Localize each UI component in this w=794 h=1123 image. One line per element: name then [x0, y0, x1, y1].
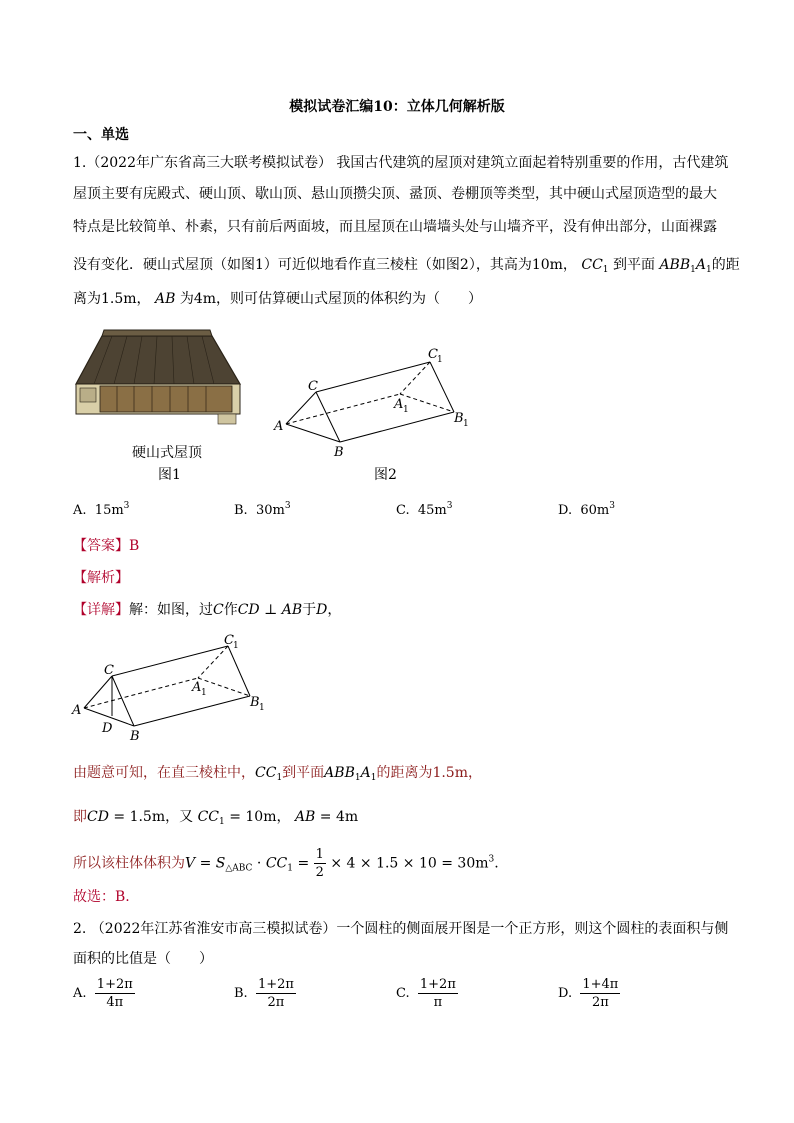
q1-line2: 屋顶主要有庑殿式、硬山顶、歇山顶、悬山顶攒尖顶、盝顶、卷棚顶等类型，其中硬山式屋顶造型的最大	[73, 186, 717, 202]
page-title: 模拟试卷汇编10：立体几何解析版	[289, 99, 505, 115]
svg-text:1: 1	[437, 355, 443, 365]
section-heading: 一、单选	[73, 127, 129, 143]
q1-line1: 1.（2022年广东省高三大联考模拟试卷） 我国古代建筑的屋顶对建筑立面起着特别重要的作用，古代建筑	[73, 155, 729, 171]
label-C: C	[308, 379, 318, 394]
q2-line2: 面积的比值是（ ）	[73, 951, 213, 967]
analysis-heading: 【解析】	[73, 570, 129, 586]
label-A: A	[274, 419, 284, 434]
q1-option-c: C. $45m^3$	[396, 501, 453, 518]
solution-step2: 即CD = 1.5m，又 $CC_1 = 10m$， AB = 4m	[73, 809, 359, 827]
figure1-label: 图1	[158, 467, 181, 483]
solution-prism-diagram	[70, 628, 280, 746]
figure2-label: 图2	[374, 467, 397, 483]
q1-line5: 离为1.5m， AB 为4m，则可估算硬山式屋顶的体积约为（ ）	[73, 291, 483, 307]
figure1-caption: 硬山式屋顶	[132, 445, 202, 461]
figure1-house-image	[72, 322, 252, 432]
label-B1: B	[454, 411, 464, 426]
sol-label-A: A	[72, 703, 82, 718]
q2-option-b: B. $\frac{1+2\pi}{2\pi}$	[234, 977, 294, 1010]
answer-line: 【答案】B	[73, 538, 140, 554]
q2-option-d: D. $\frac{1+4\pi}{2\pi}$	[558, 977, 619, 1010]
sol-label-C1: C	[224, 633, 234, 648]
q1-option-d: D. $60m^3$	[558, 501, 615, 518]
q1-option-a: A. $15m^3$	[73, 501, 130, 518]
q1-line3: 特点是比较简单、朴素，只有前后两面坡，而且屋顶在山墙墙头处与山墙齐平，没有伸出部分，山面裸露	[73, 219, 717, 235]
solution-step3: 所以该柱体体积为$V = S_{\triangle ABC} \cdot CC_1$ = $\frac{1}{2}$ × $4 \times 1.5 \times 10 = 30m^3$.	[73, 847, 499, 880]
solution-step1: 由题意可知，在直三棱柱中，$CC_1$到平面$ABB_1A_1$的距离为1.5m，	[73, 765, 482, 783]
sol-label-B: B	[130, 729, 140, 744]
svg-text:1: 1	[463, 419, 469, 429]
q2-line1: 2. （2022年江苏省淮安市高三模拟试卷）一个圆柱的侧面展开图是一个正方形，则这个圆柱的表面积与侧	[73, 921, 729, 937]
q2-option-a: A. $\frac{1+2\pi}{4\pi}$	[73, 977, 133, 1010]
figure2-prism-diagram	[270, 342, 480, 462]
q1-option-b: B. $30m^3$	[234, 501, 291, 518]
sol-label-C: C	[104, 663, 114, 678]
detail-line: 【详解】解：如图，过C作CD ⊥ AB于D，	[73, 602, 342, 618]
q2-option-c: C. $\frac{1+2\pi}{\pi}$	[396, 977, 456, 1010]
label-B: B	[334, 445, 344, 460]
sol-label-B1: B	[250, 695, 260, 710]
label-A1: A	[394, 397, 404, 412]
sol-label-D: D	[102, 721, 113, 736]
fraction-half: $\frac{1}{2}$	[315, 847, 324, 880]
label-C1: C	[428, 347, 438, 362]
svg-text:1: 1	[403, 405, 409, 415]
svg-text:1: 1	[259, 703, 265, 713]
svg-text:1: 1	[233, 641, 239, 651]
sol-label-A1: A	[192, 680, 202, 695]
conclusion: 故选：B.	[73, 889, 130, 905]
svg-text:1: 1	[201, 688, 207, 698]
q1-line4: 没有变化．硬山式屋顶（如图1）可近似地看作直三棱柱（如图2），其高为10m， $CC_1$ 到平面 $ABB_1A_1$的距	[73, 257, 740, 275]
